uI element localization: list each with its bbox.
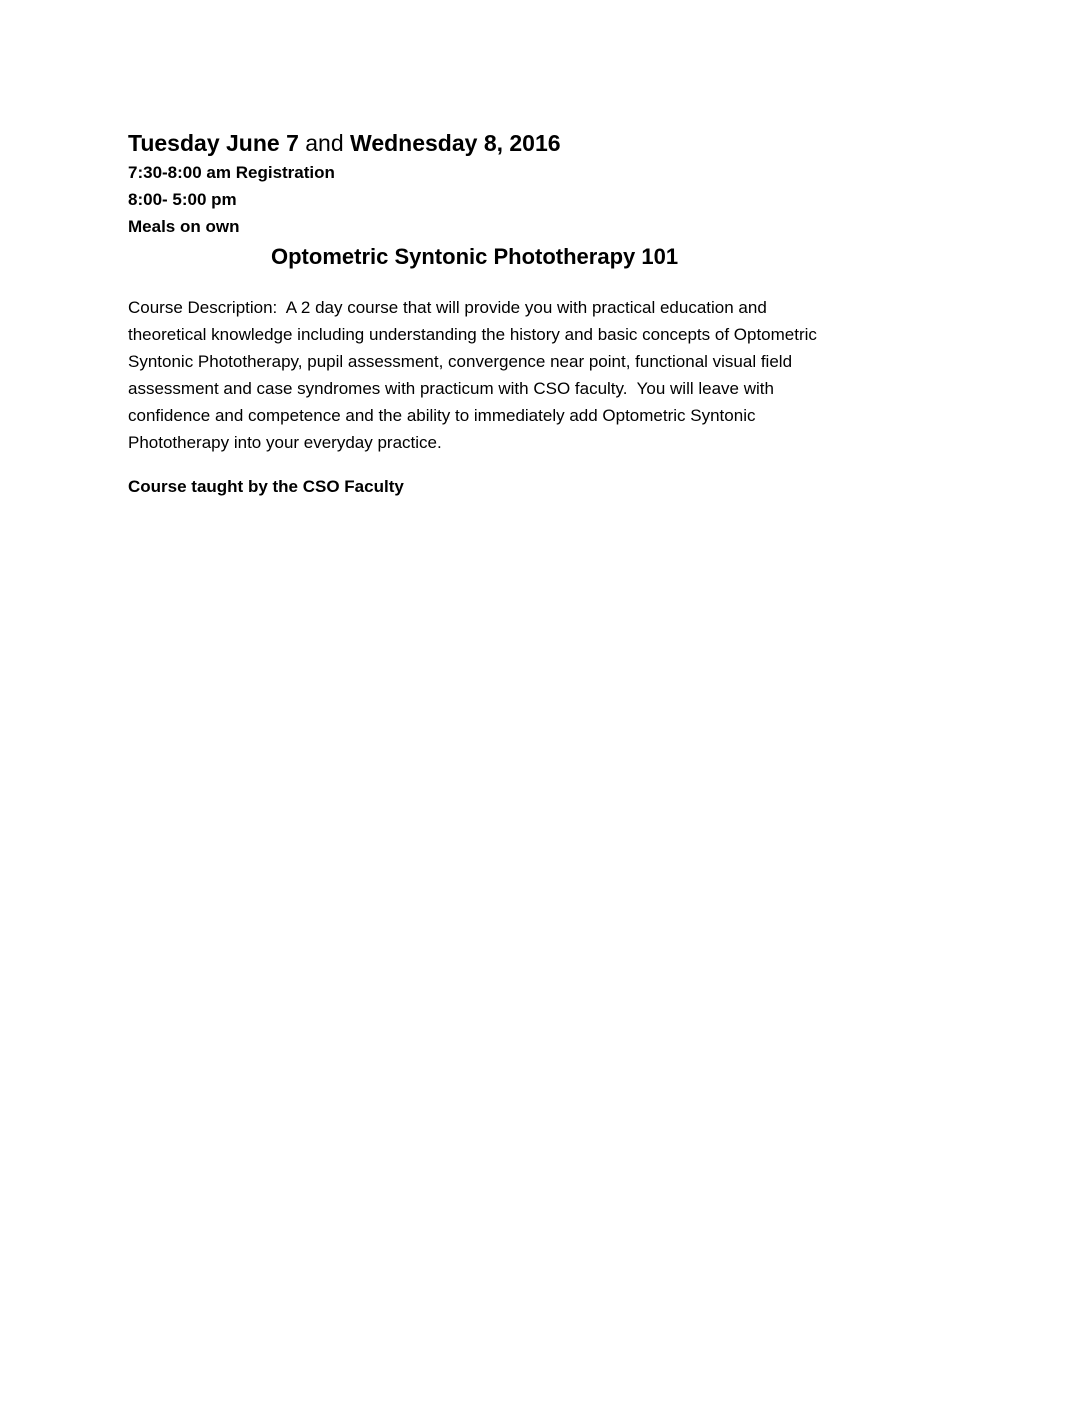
description-line: Syntonic Phototherapy, pupil assessment, convergence near point, functional visual field xyxy=(128,352,793,371)
schedule-hours: 8:00- 5:00 pm xyxy=(128,190,237,209)
course-description xyxy=(128,294,928,456)
date-second-day: Wednesday 8, 2016 xyxy=(350,130,561,156)
course-title: Optometric Syntonic Phototherapy 101 xyxy=(271,244,679,269)
description-line: theoretical knowledge including understanding the history and basic concepts of Optometric xyxy=(128,325,817,344)
date-connector: and xyxy=(298,130,351,156)
description-line: assessment and case syndromes with practicum with CSO faculty. You will leave with xyxy=(128,379,774,398)
description-line: Phototherapy into your everyday practice. xyxy=(128,433,442,452)
schedule-meals: Meals on own xyxy=(128,217,240,236)
description-line: confidence and competence and the ability to immediately add Optometric Syntonic xyxy=(128,406,756,425)
date-heading xyxy=(128,128,561,158)
date-first-day: Tuesday June 7 xyxy=(128,130,299,156)
course-instructors: Course taught by the CSO Faculty xyxy=(128,477,404,496)
schedule-registration: 7:30-8:00 am Registration xyxy=(128,163,335,182)
description-line: Course Description: A 2 day course that will provide you with practical education and xyxy=(128,298,767,317)
